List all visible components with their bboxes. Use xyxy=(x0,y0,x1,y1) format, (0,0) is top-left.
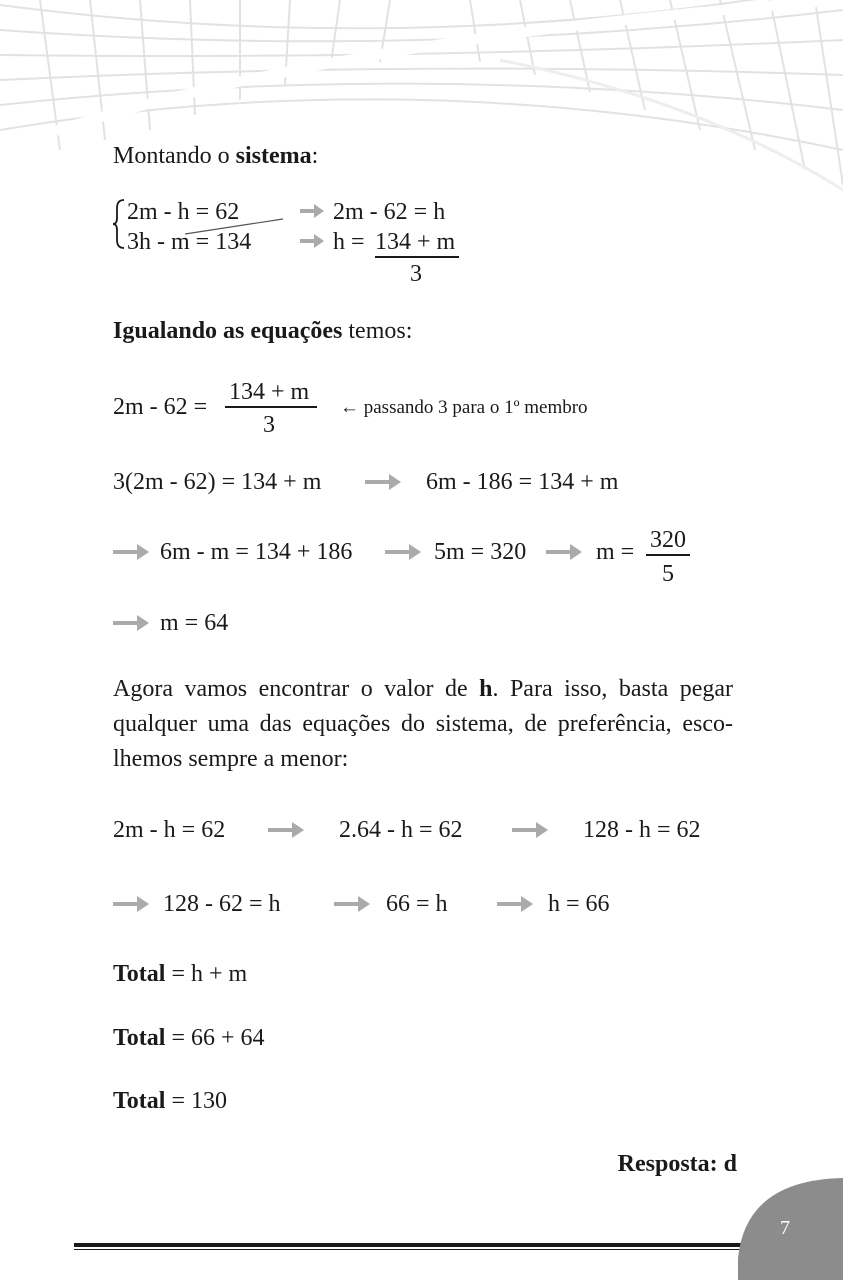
system-res2-numerator: 134 + m xyxy=(375,229,456,255)
intro-suffix: : xyxy=(311,143,319,169)
paragraph-line-2: qualquer uma das equações do sistema, de preferência, esco- xyxy=(113,711,733,737)
system-eq1: 2m - h = 62 xyxy=(127,199,240,225)
total-value-2: = 66 + 64 xyxy=(165,1025,265,1051)
step5-b: 2.64 - h = 62 xyxy=(339,817,463,843)
equating-line xyxy=(113,319,412,343)
total-value-3: = 130 xyxy=(165,1088,228,1114)
system-res1: 2m - 62 = h xyxy=(333,199,446,225)
equating-suffix: temos: xyxy=(342,318,413,344)
paragraph-line-1 xyxy=(113,672,733,707)
step6-a: 128 - 62 = h xyxy=(163,891,281,917)
equating-bold: Igualando as equações xyxy=(113,318,343,344)
system-res2-denominator: 3 xyxy=(410,261,422,287)
intro-line xyxy=(113,144,318,168)
step1-numerator: 134 + m xyxy=(229,379,310,405)
arrow-icon xyxy=(385,544,421,560)
step1-note: ← passando 3 para o 1º membro xyxy=(340,397,588,418)
footer-rule xyxy=(74,1243,746,1247)
intro-prefix: Montando o xyxy=(113,143,236,169)
arrow-icon xyxy=(546,544,582,560)
arrow-icon xyxy=(334,896,370,912)
step1-denominator: 3 xyxy=(263,412,275,438)
arrow-icon xyxy=(300,234,324,248)
paragraph-bold: h xyxy=(479,676,493,702)
fraction-bar xyxy=(646,554,690,556)
step4-a: m = 64 xyxy=(160,610,229,636)
total-line-2 xyxy=(113,1026,265,1050)
paragraph-tail: . Para isso, basta pegar xyxy=(492,676,733,702)
step5-a: 2m - h = 62 xyxy=(113,817,226,843)
total-label: Total xyxy=(113,1088,166,1114)
step6-c: h = 66 xyxy=(548,891,610,917)
system-eq2: 3h - m = 134 xyxy=(127,229,252,255)
page-corner-tab xyxy=(738,1178,843,1280)
step5-c: 128 - h = 62 xyxy=(583,817,701,843)
step3-numerator: 320 xyxy=(650,527,686,553)
total-label: Total xyxy=(113,961,166,987)
arrow-icon xyxy=(497,896,533,912)
arrow-icon xyxy=(512,822,548,838)
fraction-bar xyxy=(375,256,459,258)
total-line-3 xyxy=(113,1089,227,1113)
step3-c: m = xyxy=(596,539,635,565)
step3-denominator: 5 xyxy=(662,561,674,587)
total-value-1: = h + m xyxy=(165,961,248,987)
arrow-icon xyxy=(365,474,401,490)
step2-right: 6m - 186 = 134 + m xyxy=(426,469,619,495)
intro-bold: sistema xyxy=(235,143,312,169)
paragraph-line-3: lhemos sempre a menor: xyxy=(113,746,349,772)
arrow-icon xyxy=(113,544,149,560)
step3-a: 6m - m = 134 + 186 xyxy=(160,539,353,565)
step1-lhs: 2m - 62 = xyxy=(113,394,208,420)
paragraph-prefix: Agora vamos encontrar o valor de xyxy=(113,676,468,702)
arrow-icon xyxy=(113,615,149,631)
footer-rule xyxy=(74,1249,746,1250)
system-brace xyxy=(112,198,126,250)
step2-left: 3(2m - 62) = 134 + m xyxy=(113,469,322,495)
total-line-1 xyxy=(113,962,247,986)
arrow-icon xyxy=(113,896,149,912)
page-number: 7 xyxy=(780,1217,790,1239)
total-label: Total xyxy=(113,1025,166,1051)
step6-b: 66 = h xyxy=(386,891,448,917)
arrow-icon xyxy=(268,822,304,838)
system-res2-prefix: h = xyxy=(333,229,365,255)
fraction-bar xyxy=(225,406,317,408)
arrow-icon xyxy=(300,204,324,218)
header-grid-decoration xyxy=(0,0,843,200)
answer: Resposta: d xyxy=(617,1151,737,1177)
step3-b: 5m = 320 xyxy=(434,539,527,565)
strike-line xyxy=(183,216,285,236)
explanation-paragraph xyxy=(113,672,733,777)
